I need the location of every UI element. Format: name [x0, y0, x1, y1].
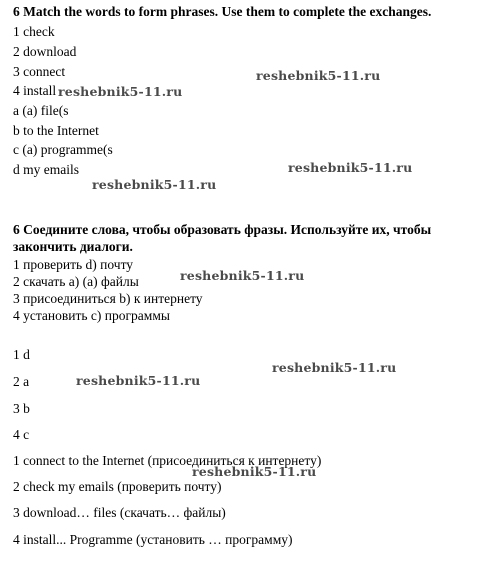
watermark: reshebnik5-11.ru	[76, 373, 201, 388]
task-en-line: 1 check	[13, 24, 55, 39]
watermark: reshebnik5-11.ru	[180, 268, 305, 283]
task-en-line: a (a) file(s	[13, 103, 69, 118]
watermark: reshebnik5-11.ru	[92, 177, 217, 192]
task-en-line: d my emails	[13, 162, 79, 177]
task-ru-line: 4 установить c) программы	[13, 308, 170, 323]
answer-line: 2 a	[13, 374, 30, 389]
task-ru-line: 1 проверить d) почту	[13, 257, 134, 272]
watermark: reshebnik5-11.ru	[288, 160, 413, 175]
watermark: reshebnik5-11.ru	[256, 68, 381, 83]
watermark: reshebnik5-11.ru	[192, 464, 317, 479]
task-en-line: b to the Internet	[13, 123, 99, 138]
phrase-line: 2 check my emails (проверить почту)	[13, 479, 222, 494]
task-en-line: 3 connect	[13, 64, 66, 79]
task-en-line: 2 download	[13, 44, 77, 59]
answer-line: 3 b	[13, 401, 30, 416]
task-ru-line: 2 скачать a) (a) файлы	[13, 274, 139, 289]
phrase-line: 4 install... Programme (установить … программу)	[13, 532, 293, 547]
answer-line: 1 d	[13, 347, 30, 362]
watermark: reshebnik5-11.ru	[272, 360, 397, 375]
task-en-line: 4 install	[13, 83, 57, 98]
phrase-line: 1 connect to the Internet (присоединиться к интернету)	[13, 453, 322, 468]
task-ru-heading: 6 Соедините слова, чтобы образовать фразы. Используйте их, чтобы закончить диалоги.	[13, 222, 432, 254]
task-en-line: c (a) programme(s	[13, 142, 113, 157]
task-en-heading: 6 Match the words to form phrases. Use them to complete the exchanges.	[13, 4, 432, 19]
answer-line: 4 c	[13, 427, 30, 442]
phrase-line: 3 download… files (скачать… файлы)	[13, 505, 226, 520]
task-ru-line: 3 присоединиться b) к интернету	[13, 291, 203, 306]
watermark: reshebnik5-11.ru	[58, 84, 183, 99]
